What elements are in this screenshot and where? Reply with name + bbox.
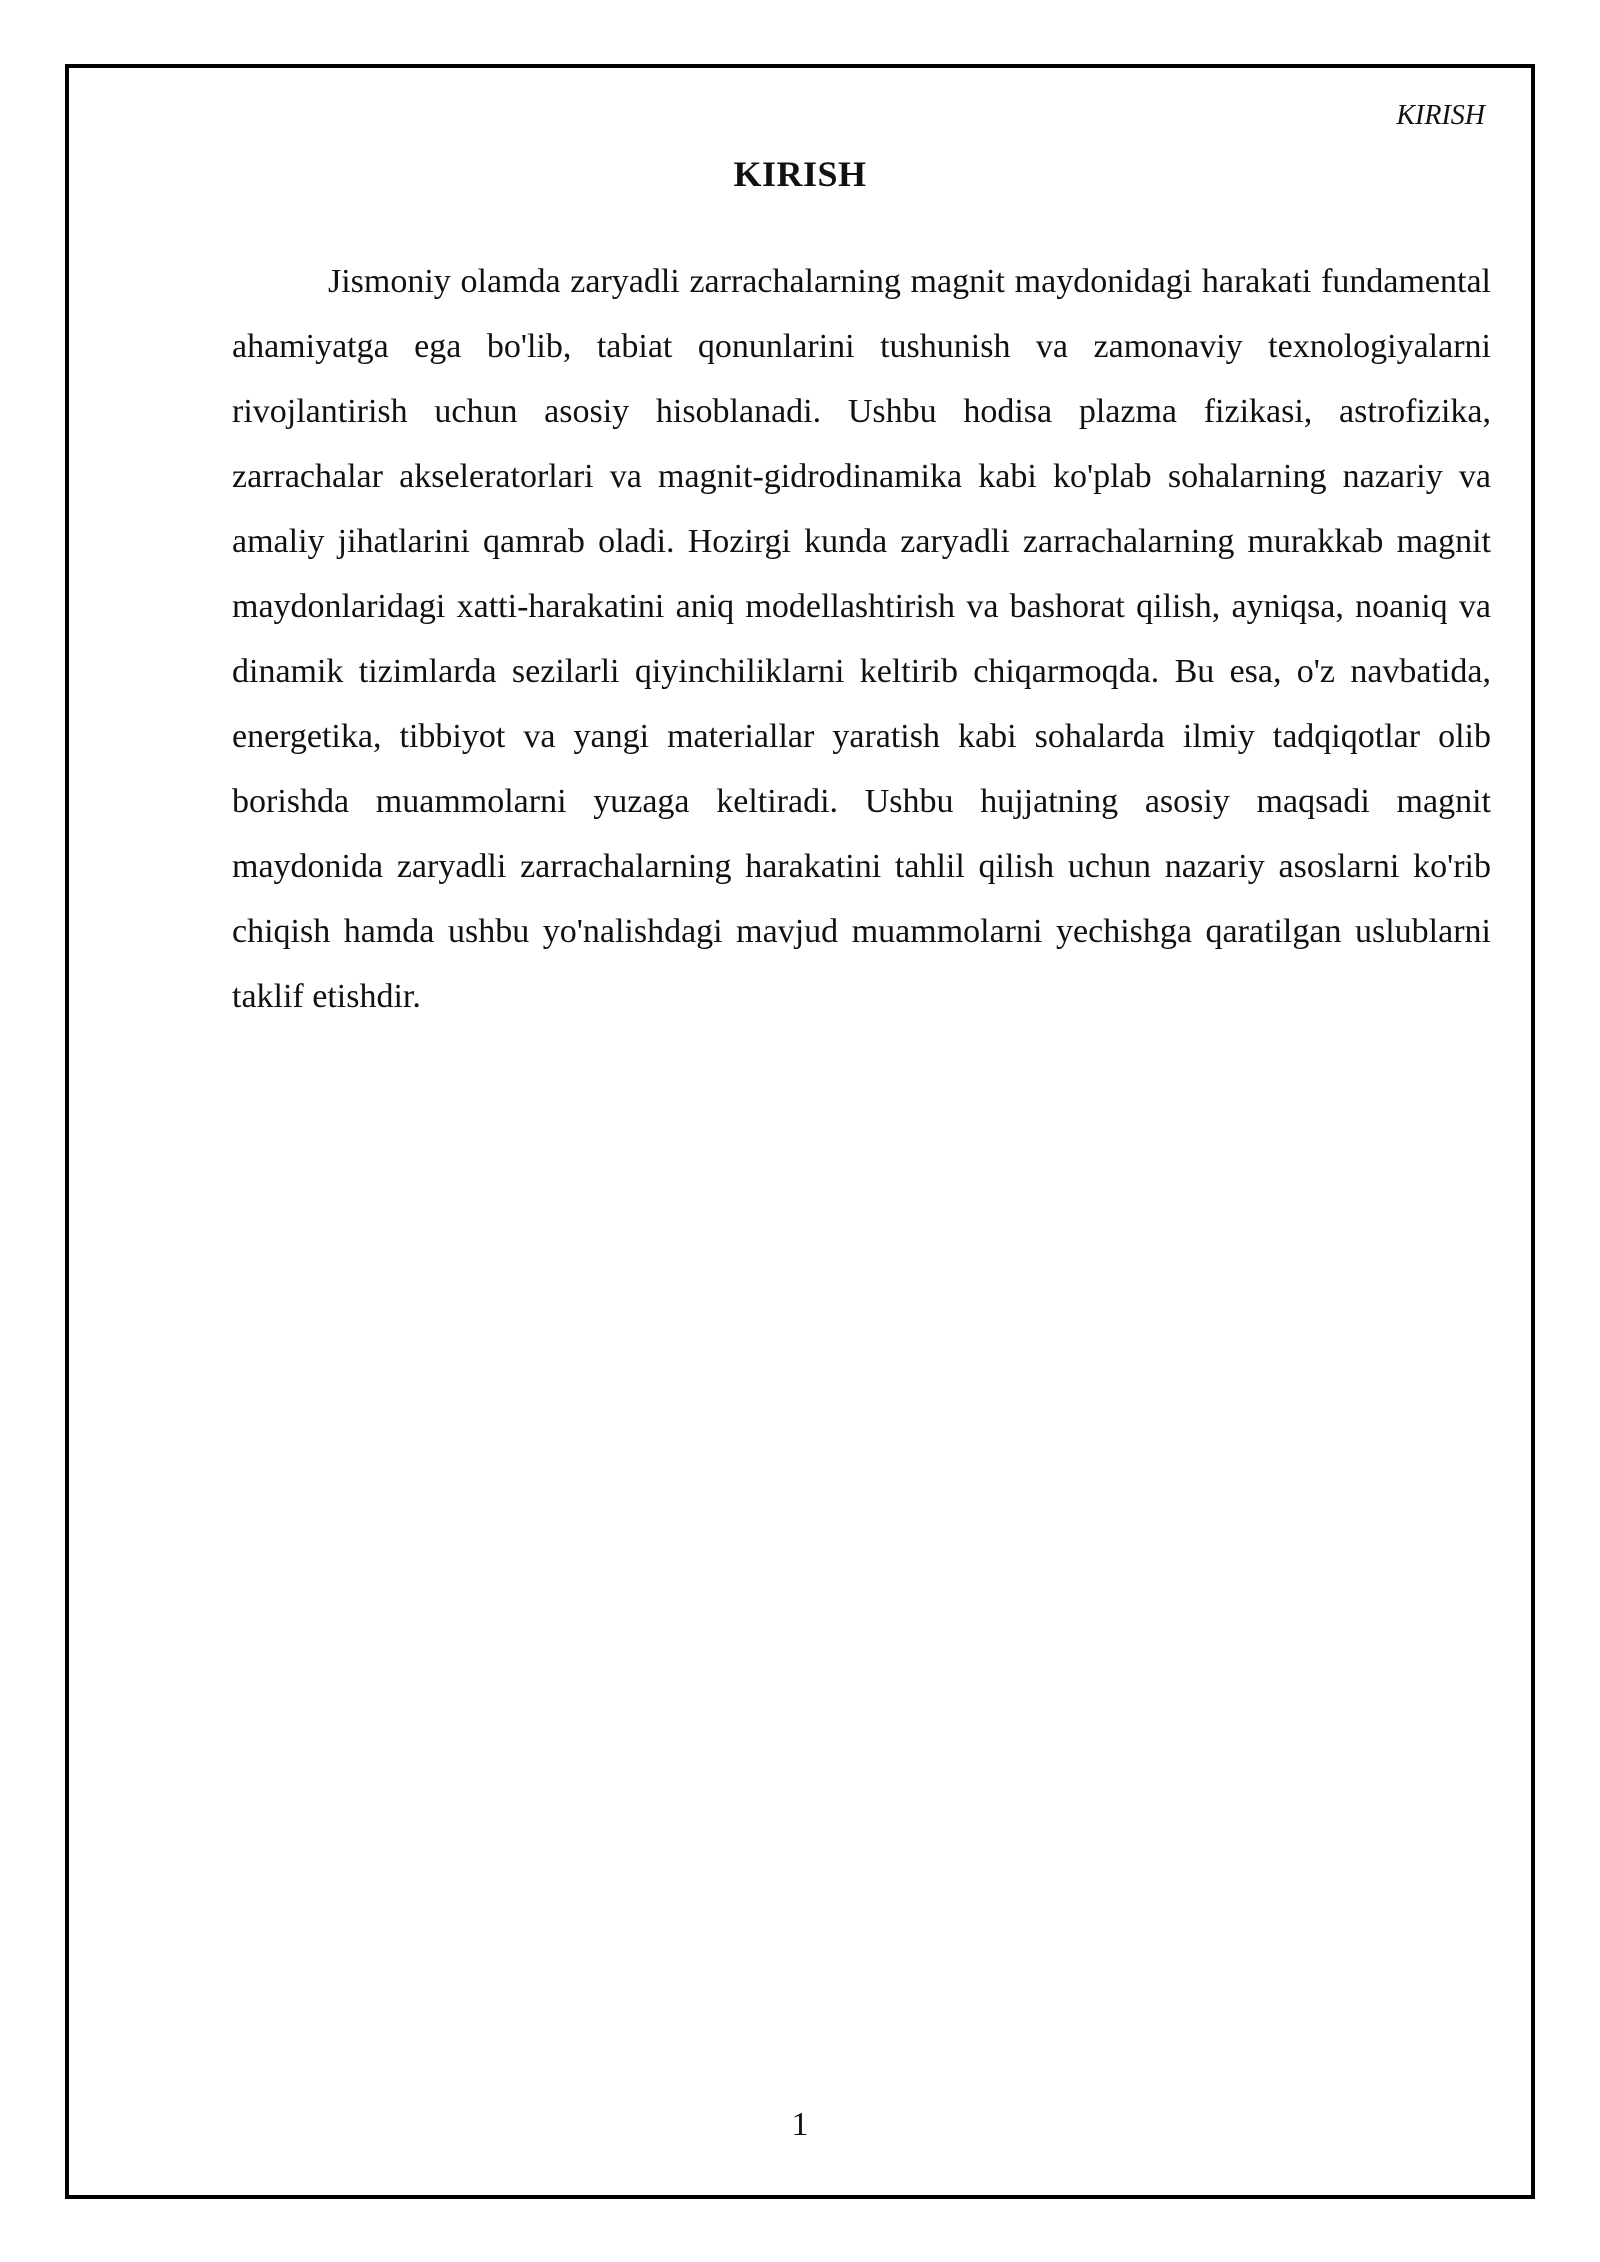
body-paragraph: Jismoniy olamda zaryadli zarrachalarning magnit maydonidagi harakati fundamental ahamiyatga ega bo'lib, tabiat qonunlarini tushunish va zamonaviy texnologiyalarni rivojlantirish uchun asosiy hisoblanadi. Ushbu hodisa plazma fizikasi, astrofizika, zarrachalar akseleratorlari va magnit-gidrodinamika kabi ko'plab sohalarning nazariy va amaliy jihatlarini qamrab oladi. Hozirgi kunda zaryadli zarrachalarning murakkab magnit maydonlaridagi xatti-harakatini aniq modellashtirish va bashorat qilish, ayniqsa, noaniq va dinamik tizimlarda sezilarli qiyinchiliklarni keltirib chiqarmoqda. Bu esa, o'z navbatida, energetika, tibbiyot va yangi materiallar yaratish kabi sohalarda ilmiy tadqiqotlar olib borishda muammolarni yuzaga keltiradi. Ushbu hujjatning asosiy maqsadi magnit maydonida zaryadli zarrachalarning harakatini tahlil qilish uchun nazariy asoslarni ko'rib chiqish hamda ushbu yo'nalishdagi mavjud muammolarni yechishga qaratilgan uslublarni taklif etishdir.: [232, 263, 1491, 1015]
page-number: 1: [791, 2106, 809, 2143]
section-title: KIRISH: [733, 154, 867, 194]
running-header: KIRISH: [1396, 100, 1485, 131]
page-border: [65, 64, 1535, 2199]
